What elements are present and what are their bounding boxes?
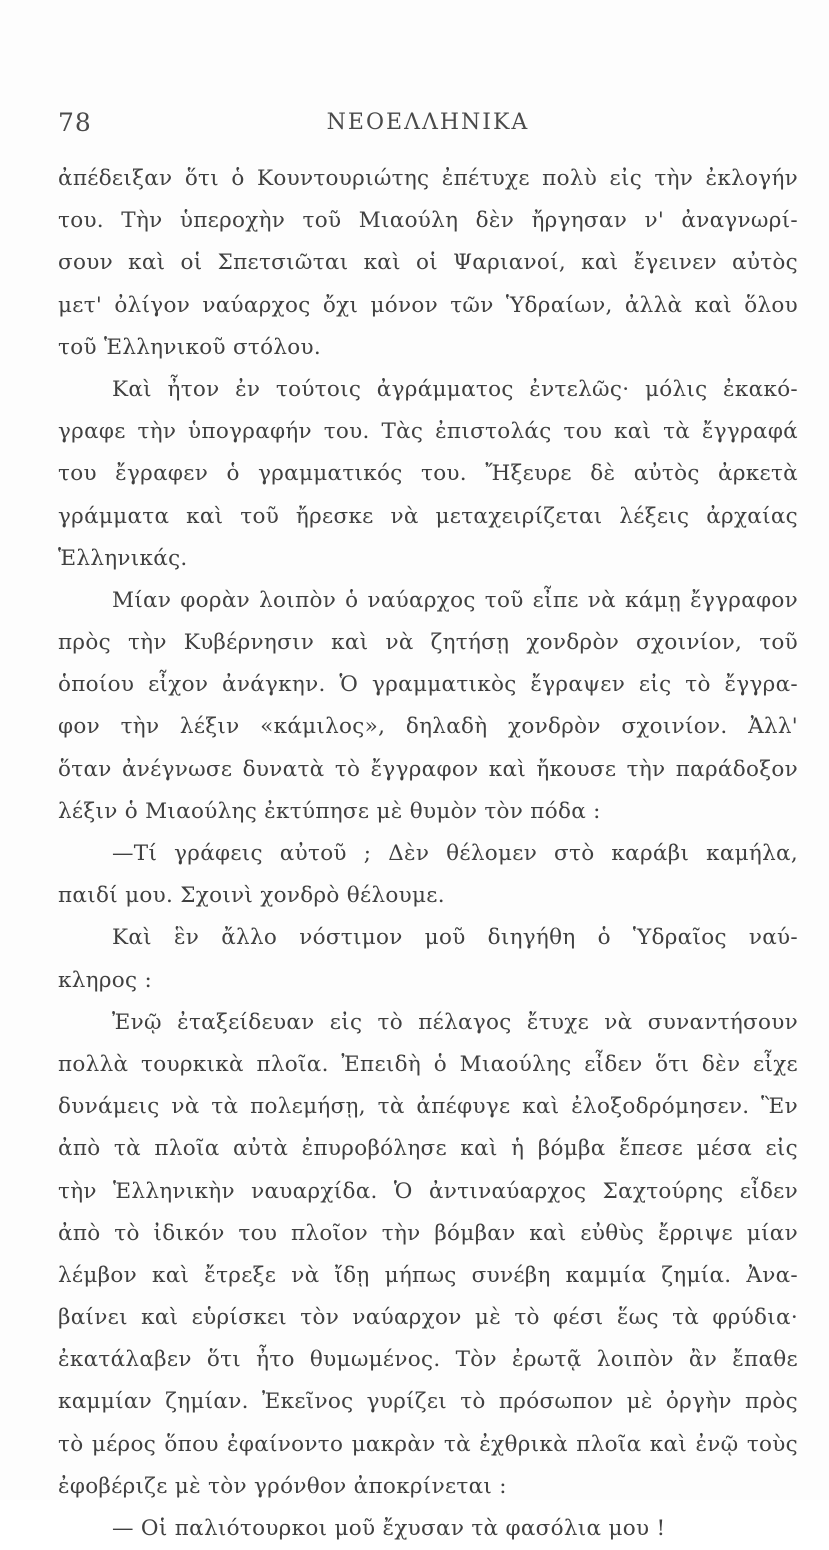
text-line: πολλὰ τουρκικὰ πλοῖα. Ἐπειδὴ ὁ Μιαούλης εἶδεν ὅτι δὲν εἶχε [58, 1051, 798, 1077]
text-line: του ἔγραφεν ὁ γραμματικός του. Ἤξευρε δὲ αὐτὸς ἀρκετὰ [58, 461, 798, 487]
running-title: ΝΕΟΕΛΛΗΝΙΚΑ [326, 110, 530, 135]
text-line: —Τί γράφεις αὐτοῦ ; Δὲν θέλομεν στὸ καράβι καμήλα, [112, 841, 798, 866]
text-line: τὸ μέρος ὅπου ἐφαίνοντο μακρὰν τὰ ἐχθρικὰ πλοῖα καὶ ἐνῷ τοὺς [58, 1431, 798, 1457]
text-line: μετ' ὀλίγον ναύαρχος ὄχι μόνον τῶν Ὑδραίων, ἀλλὰ καὶ ὅλου [58, 292, 798, 318]
text-line: τοῦ Ἑλληνικοῦ στόλου. [58, 334, 322, 360]
text-line: ἀπὸ τὸ ἰδικόν του πλοῖον τὴν βόμβαν καὶ εὐθὺς ἔρριψε μίαν [58, 1220, 798, 1246]
text-line: Καὶ ἦτον ἐν τούτοις ἀγράμματος ἐντελῶς· μόλις ἐκακό- [112, 376, 798, 402]
text-line: πρὸς τὴν Κυβέρνησιν καὶ νὰ ζητήσῃ χονδρὸν σχοινίον, τοῦ [58, 630, 798, 656]
text-line: βαίνει καὶ εὑρίσκει τὸν ναύαρχον μὲ τὸ φέσι ἕως τὰ φρύδια· [58, 1305, 798, 1331]
text-line: Ἐνῷ ἐταξείδευαν εἰς τὸ πέλαγος ἔτυχε νὰ συναντήσουν [112, 1009, 798, 1035]
text-line: του. Τὴν ὑπεροχὴν τοῦ Μιαούλη δὲν ἤργησαν ν' ἀναγνωρί- [58, 208, 798, 234]
text-line: φον τὴν λέξιν «κάμιλος», δηλαδὴ χονδρὸν σχοινίον. Ἀλλ' [58, 714, 798, 740]
text-line: ἀπέδειξαν ὅτι ὁ Κουντουριώτης ἐπέτυχε πολὺ εἰς τὴν ἐκλογήν [58, 166, 798, 191]
text-line: Καὶ ἓν ἄλλο νόστιμον μοῦ διηγήθη ὁ Ὑδραῖος ναύ- [112, 925, 798, 951]
text-line: δυνάμεις νὰ τὰ πολεμήσῃ, τὰ ἀπέφυγε καὶ ἐλοξοδρόμησεν. Ἓν [58, 1094, 798, 1120]
text-line: παιδί μου. Σχοινὶ χονδρὸ θέλουμε. [58, 883, 445, 909]
page-number: 78 [58, 108, 92, 137]
text-line: ὁποίου εἶχον ἀνάγκην. Ὁ γραμματικὸς ἔγραψεν εἰς τὸ ἔγγρα- [58, 672, 798, 698]
text-line: ὅταν ἀνέγνωσε δυνατὰ τὸ ἔγγραφον καὶ ἤκουσε τὴν παράδοξον [58, 756, 798, 782]
text-line: γράμματα καὶ τοῦ ἤρεσκε νὰ μεταχειρίζεται λέξεις ἀρχαίας [58, 503, 798, 529]
text-line: Μίαν φορὰν λοιπὸν ὁ ναύαρχος τοῦ εἶπε νὰ κάμῃ ἔγγραφον [112, 587, 798, 613]
text-line: Ἑλληνικάς. [58, 545, 188, 571]
text-line: ἐκατάλαβεν ὅτι ἦτο θυμωμένος. Τὸν ἐρωτᾷ λοιπὸν ἂν ἔπαθε [58, 1347, 798, 1373]
text-line: λέμβον καὶ ἔτρεξε νὰ ἴδῃ μήπως συνέβη καμμία ζημία. Ἀνα- [58, 1262, 798, 1288]
text-line: τὴν Ἑλληνικὴν ναυαρχίδα. Ὁ ἀντιναύαρχος Σαχτούρης εἶδεν [58, 1178, 798, 1204]
text-line: καμμίαν ζημίαν. Ἐκεῖνος γυρίζει τὸ πρόσωπον μὲ ὀργὴν πρὸς [58, 1389, 798, 1415]
running-head [58, 108, 798, 144]
text-line: λέξιν ὁ Μιαούλης ἐκτύπησε μὲ θυμὸν τὸν πόδα : [58, 798, 601, 824]
text-line: κληρος : [58, 967, 153, 993]
text-line: — Οἱ παλιότουρκοι μοῦ ἔχυσαν τὰ φασόλια μου ! [112, 1516, 666, 1541]
text-line: ἐφοβέριζε μὲ τὸν γρόνθον ἀποκρίνεται : [58, 1473, 507, 1499]
text-line: ἀπὸ τὰ πλοῖα αὐτὰ ἐπυροβόλησε καὶ ἡ βόμβα ἔπεσε μέσα εἰς [58, 1136, 798, 1162]
text-line: σουν καὶ οἱ Σπετσιῶται καὶ οἱ Ψαριανοί, καὶ ἔγεινεν αὐτὸς [58, 250, 798, 276]
text-line: γραφε τὴν ὑπογραφήν του. Τὰς ἐπιστολάς του καὶ τὰ ἔγγραφά [58, 419, 798, 445]
body-text [58, 158, 798, 1550]
